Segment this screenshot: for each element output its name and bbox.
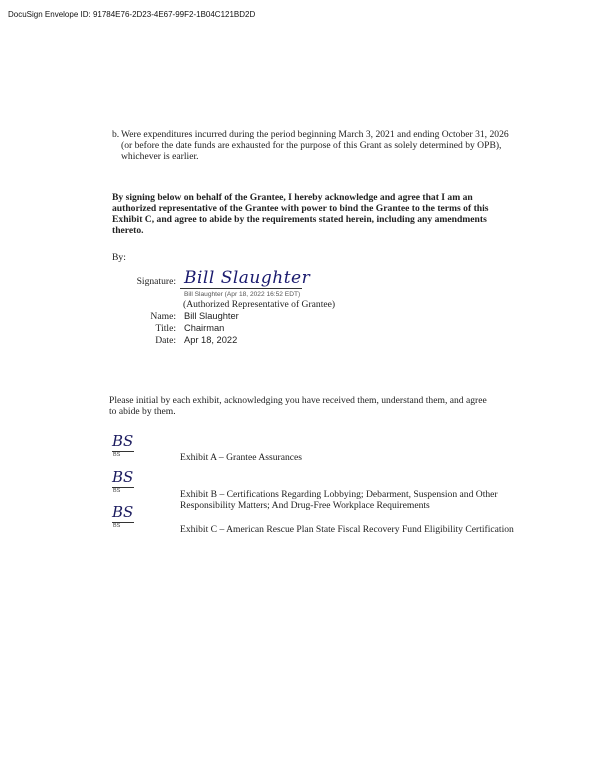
initials-tag: BS bbox=[113, 523, 121, 529]
paragraph-b-label: b. bbox=[112, 129, 120, 140]
acknowledgement-paragraph: By signing below on behalf of the Grantee, I hereby acknowledge and agree that I am an authorized representative of the Grantee with power to bind the Grantee to the terms of this Exhibit C, and agree to abide by the requirements stated herein, including any amendments thereto. bbox=[112, 192, 489, 236]
signature-line bbox=[180, 288, 302, 289]
name-label: Name: bbox=[150, 311, 176, 322]
initials-exhibit-a: BS bbox=[112, 432, 134, 450]
paragraph-b-text: Were expenditures incurred during the period beginning March 3, 2021 and ending October 31, 2026 (or before the date funds are exhausted for the purpose of this Grant as solely determined by OPB), whichever is earlier. bbox=[121, 129, 509, 162]
signature-timestamp: Bill Slaughter (Apr 18, 2022 16:52 EDT) bbox=[184, 291, 301, 298]
signature-label: Signature: bbox=[136, 276, 176, 287]
initials-tag: BS bbox=[113, 488, 121, 494]
authorized-representative-caption: (Authorized Representative of Grantee) bbox=[183, 299, 336, 310]
by-label: By: bbox=[112, 252, 126, 263]
exhibit-a-text: Exhibit A – Grantee Assurances bbox=[180, 452, 303, 463]
exhibit-c-text: Exhibit C – American Rescue Plan State Fiscal Recovery Fund Eligibility Certification bbox=[180, 524, 514, 535]
docusign-envelope-id: DocuSign Envelope ID: 91784E76-2D23-4E67-99F2-1B04C121BD2D bbox=[8, 10, 256, 19]
initials-exhibit-c: BS bbox=[112, 503, 134, 521]
paragraph-b bbox=[112, 129, 512, 162]
initials-exhibit-b: BS bbox=[112, 468, 134, 486]
date-value: Apr 18, 2022 bbox=[184, 335, 238, 345]
title-value: Chairman bbox=[184, 323, 225, 333]
date-label: Date: bbox=[155, 335, 176, 346]
signature-image: Bill Slaughter bbox=[184, 268, 311, 288]
title-label: Title: bbox=[155, 323, 176, 334]
initials-tag: BS bbox=[113, 452, 121, 458]
name-value: Bill Slaughter bbox=[184, 311, 239, 321]
initial-instruction: Please initial by each exhibit, acknowledging you have received them, understand them, and agree to abide by them. bbox=[109, 395, 487, 417]
exhibit-b-text: Exhibit B – Certifications Regarding Lobbying; Debarment, Suspension and Other Responsibility Matters; And Drug-Free Workplace Requirements bbox=[180, 489, 498, 511]
